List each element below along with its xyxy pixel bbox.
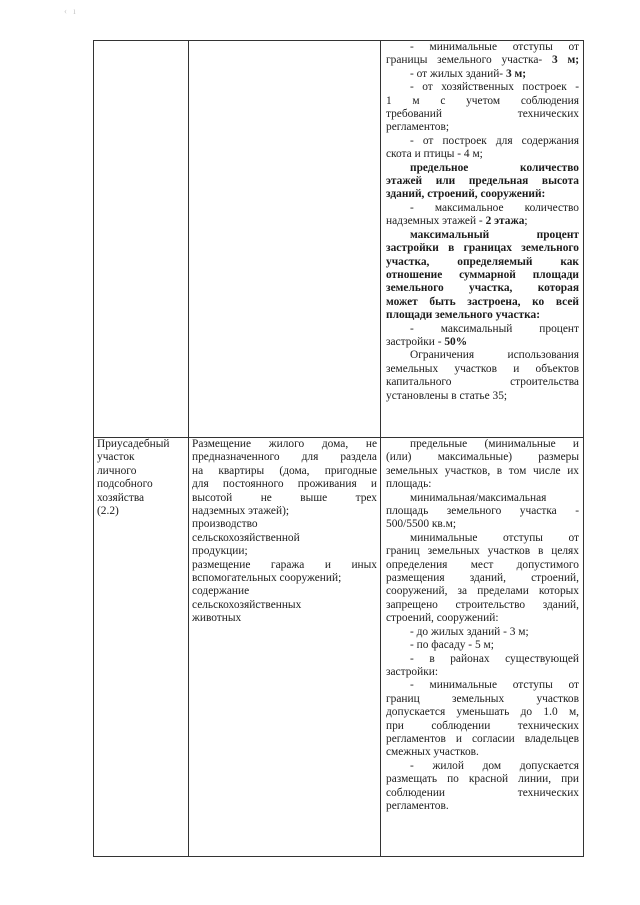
text-line: скота и птицы - 4 м; [386,148,483,161]
text-line: для постоянного проживания и [192,478,377,491]
text-line: производство [192,518,258,531]
text-line: может быть застроена, ко всей [386,295,579,308]
text-line: застройки: [386,665,439,678]
text-line: регламентов и согласии владельцев [386,732,579,745]
text-line: при соблюдении технических [386,719,579,732]
text-line: - в районах существующей [410,652,579,665]
text-line: границы земельного участка- 3 м; [386,54,579,67]
text-line: соблюдении технических [386,786,579,799]
text-line: - минимальные отступы от [410,41,579,53]
text-line: животных [192,612,242,625]
text-line: определения мест допустимого [386,558,579,571]
text-line: зданий, строений, сооружений: [386,188,546,201]
land-use-type-cell [94,438,189,857]
text-line: размещение гаража и иных [192,558,377,571]
text-line: установлены в статье 35; [386,389,508,402]
text-line: застройки в границах земельного [386,242,579,255]
text-line: подсобного [97,478,153,491]
text-line: - максимальное количество [410,201,579,214]
text-line: надземных этажей - 2 этажа; [386,215,528,228]
text-line: регламентов. [386,799,449,812]
table-row [94,41,584,438]
text-line: земельных участков и объектов [386,362,579,375]
text-line: регламентов; [386,121,450,134]
text-line: земельного участка, которая [386,282,579,295]
text-line: хозяйства [97,491,145,504]
text-line: Ограничения использования [410,349,579,362]
row1-parameters-cell [381,41,584,438]
text-line: предназначенного для раздела [192,451,377,464]
text-line: участка, определяемый как [386,255,579,268]
text-line: на квартиры (дома, пригодные [192,464,377,477]
text-line: вспомогательных сооружений; [192,572,342,585]
scan-mark: ‹ ı [64,6,78,16]
text-line: - до жилых зданий - 3 м; [410,625,529,638]
text-line: минимальная/максимальная [410,491,547,504]
text-line: сельскохозяйственных [192,598,302,611]
text-line: - по фасаду - 5 м; [410,639,494,652]
text-line: минимальные отступы от [410,531,579,544]
text-line: капитального строительства [386,376,579,389]
text-line: требований технических [386,108,579,121]
text-line: Размещение жилого дома, не [192,438,377,450]
text-line: (или) максимальные) размеры [386,451,579,464]
text-line: земельных участков, в том числе их [386,464,579,477]
text-line: границ земельных участков в целях [386,545,579,558]
table-row [94,438,584,857]
text-line: площадь земельного участка - [386,505,579,518]
text-line: Приусадебный [97,438,170,450]
text-line: - минимальные отступы от [410,679,579,692]
text-line: продукции; [192,545,248,558]
permitted-use-description-cell [189,438,381,857]
text-line: - максимальный процент [410,322,579,335]
text-line: 500/5500 кв.м; [386,518,457,531]
text-line: содержание [192,585,250,598]
text-line: допускается уменьшать до 1.0 м, [386,706,579,719]
text-line: границ земельных участков [386,692,579,705]
text-line: - от хозяйственных построек - [410,81,579,94]
text-line: (2.2) [97,505,119,518]
text-line: смежных участков. [386,746,479,759]
text-line: размещать по красной линии, при [386,773,579,786]
text-line: этажей или предельная высота [386,175,579,188]
parameters-cell [381,438,584,857]
text-line: запрещено строительство зданий, [386,598,579,611]
text-line: личного [97,464,137,477]
text-line: надземных этажей); [192,505,290,518]
text-line: 1 м с учетом соблюдения [386,94,579,107]
text-line: отношение суммарной площади [386,268,579,281]
text-line: - жилой дом допускается [410,759,579,772]
text-line: строений, сооружений: [386,612,499,625]
text-line: площадь: [386,478,432,491]
row1-col2-cell [189,41,381,438]
text-line: размещения зданий, строений, [386,572,579,585]
text-line: максимальный процент [410,228,579,241]
text-line: - от жилых зданий- 3 м; [410,67,527,80]
text-line: застройки - 50% [386,335,468,348]
text-line: участок [97,451,135,464]
zoning-regulations-table [93,40,584,857]
text-line: площади земельного участка: [386,309,541,322]
text-line: - от построек для содержания [410,134,579,147]
row1-col1-cell [94,41,189,438]
text-line: сооружений, за пределами которых [386,585,579,598]
text-line: предельные (минимальные и [410,438,579,450]
text-line: высотой не выше трех [192,491,377,504]
text-line: сельскохозяйственной [192,531,300,544]
text-line: предельное количество [410,161,579,174]
